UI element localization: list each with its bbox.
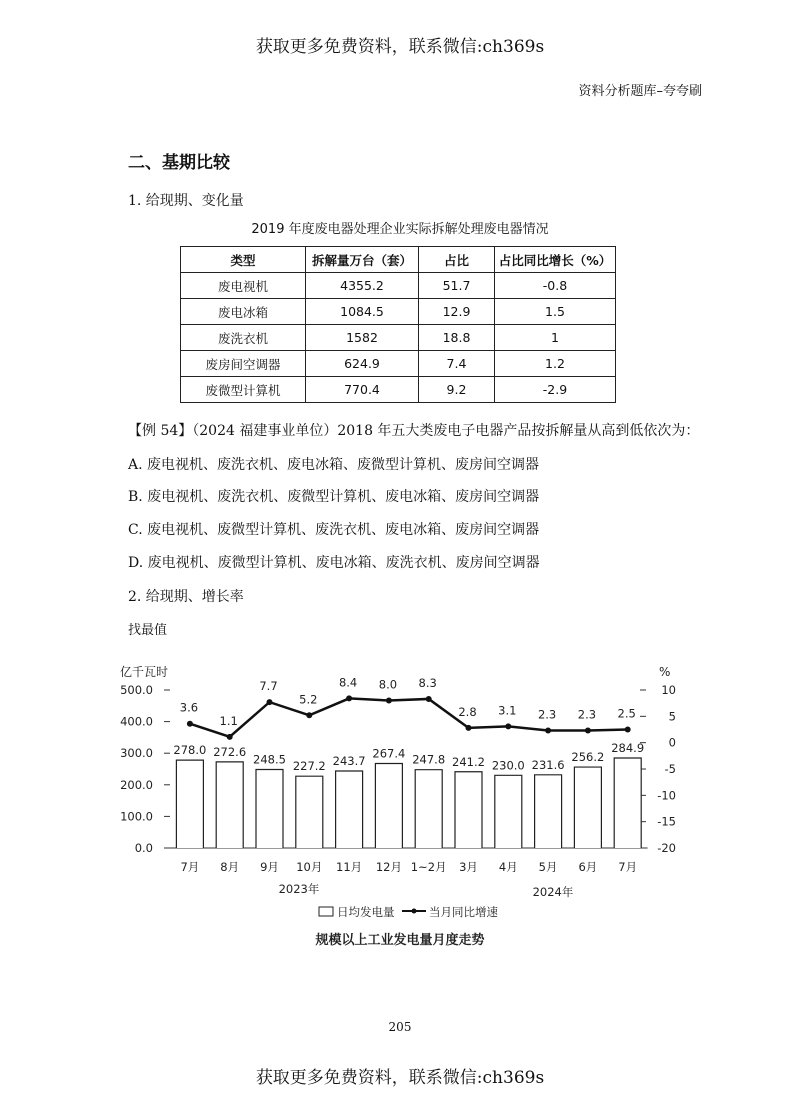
table-cell: 1 <box>495 325 616 351</box>
growth-point <box>267 699 273 705</box>
bar-data-label: 256.2 <box>571 750 605 765</box>
right-axis-unit: % <box>659 665 671 679</box>
table-cell: 废洗衣机 <box>181 325 306 351</box>
table-cell: 废电冰箱 <box>181 299 306 325</box>
right-axis-tick-label: -10 <box>657 788 676 803</box>
table-cell: 624.9 <box>306 351 419 377</box>
bar-data-label: 248.5 <box>253 752 286 767</box>
table-header-row <box>181 247 616 273</box>
table-cell: -2.9 <box>495 377 616 403</box>
bar <box>296 776 323 848</box>
option-a: A. 废电视机、废洗衣机、废电冰箱、废微型计算机、废房间空调器 <box>128 457 540 473</box>
bar <box>495 775 522 848</box>
bar <box>574 767 601 848</box>
table-cell: 7.4 <box>419 351 495 377</box>
bar <box>336 771 363 848</box>
growth-point <box>625 727 631 733</box>
table-header-cell: 类型 <box>181 247 306 273</box>
table-header-cell: 占比同比增长（%） <box>495 247 616 273</box>
x-tick-label: 6月 <box>578 860 598 874</box>
bar <box>256 769 283 848</box>
bar-data-label: 241.2 <box>452 754 485 769</box>
right-axis-tick-label: -20 <box>657 841 676 855</box>
table-cell: 4355.2 <box>306 273 419 299</box>
right-axis-tick-label: 10 <box>661 683 676 697</box>
bar-data-label: 272.6 <box>213 744 247 759</box>
growth-point <box>386 698 392 704</box>
year-label: 2024年 <box>532 885 574 899</box>
growth-data-label: 1.1 <box>219 713 238 728</box>
table-cell: -0.8 <box>495 273 616 299</box>
table-cell: 770.4 <box>306 377 419 403</box>
table-row <box>181 377 616 403</box>
right-axis-tick-label: 5 <box>668 709 676 724</box>
bar-data-label: 243.7 <box>332 753 366 768</box>
right-axis-tick-label: 0 <box>668 735 676 750</box>
x-tick-label: 3月 <box>459 860 478 874</box>
option-d: D. 废电视机、废微型计算机、废电冰箱、废洗衣机、废房间空调器 <box>128 555 540 571</box>
growth-point <box>545 728 551 734</box>
option-b: B. 废电视机、废洗衣机、废微型计算机、废电冰箱、废房间空调器 <box>128 489 540 505</box>
bar <box>176 760 203 848</box>
growth-point <box>187 721 193 727</box>
x-tick-label: 12月 <box>375 860 402 874</box>
growth-data-label: 7.7 <box>259 679 278 694</box>
growth-data-label: 2.8 <box>458 704 477 719</box>
bar <box>535 775 562 848</box>
growth-data-label: 2.5 <box>617 706 636 721</box>
power-generation-chart <box>0 640 800 950</box>
growth-line <box>190 698 628 736</box>
table-cell: 1582 <box>306 325 419 351</box>
left-axis-tick-label: 400.0 <box>120 714 153 729</box>
growth-point <box>426 696 432 702</box>
x-tick-label: 9月 <box>260 860 279 874</box>
left-axis-tick-label: 200.0 <box>120 777 153 792</box>
table-row <box>181 325 616 351</box>
right-axis-tick-label: -5 <box>664 762 676 776</box>
year-label: 2023年 <box>278 882 320 896</box>
table-cell: 18.8 <box>419 325 495 351</box>
x-tick-label: 1~2月 <box>410 860 447 874</box>
bar <box>455 772 482 848</box>
x-tick-label: 8月 <box>220 860 240 874</box>
growth-data-label: 3.6 <box>179 700 199 715</box>
bar <box>375 764 402 848</box>
growth-data-label: 8.4 <box>338 675 358 690</box>
table-row <box>181 299 616 325</box>
left-axis-tick-label: 500.0 <box>120 683 153 697</box>
subsection-2-note: 找最值 <box>128 623 168 638</box>
growth-data-label: 3.1 <box>498 703 517 718</box>
growth-point <box>306 712 312 718</box>
table-row <box>181 273 616 299</box>
table-cell: 1.5 <box>495 299 616 325</box>
growth-point <box>505 723 511 729</box>
subsection-2-title: 2. 给现期、增长率 <box>128 589 244 605</box>
bar <box>216 762 243 848</box>
left-axis-tick-label: 0.0 <box>134 841 153 855</box>
legend-line-label: 当月同比增速 <box>429 905 498 919</box>
table-header-cell: 占比 <box>419 247 495 273</box>
option-c: C. 废电视机、废微型计算机、废洗衣机、废电冰箱、废房间空调器 <box>128 522 540 538</box>
table-cell: 废微型计算机 <box>181 377 306 403</box>
table-header-cell: 拆解量万台（套） <box>306 247 419 273</box>
table-cell: 1.2 <box>495 351 616 377</box>
table-cell: 12.9 <box>419 299 495 325</box>
right-axis-tick-label: -15 <box>657 814 676 829</box>
header-right-label: 资料分析题库–夸夸刷 <box>578 84 702 99</box>
growth-point <box>227 734 233 740</box>
growth-data-label: 8.3 <box>418 675 437 690</box>
table-row <box>181 351 616 377</box>
table-cell: 废电视机 <box>181 273 306 299</box>
growth-point <box>346 695 352 701</box>
header-promo: 获取更多免费资料，联系微信:ch369s <box>255 37 545 57</box>
left-axis-tick-label: 100.0 <box>120 809 153 824</box>
growth-data-label: 8.0 <box>378 677 398 692</box>
x-tick-label: 7月 <box>618 860 638 874</box>
legend-bar-label: 日均发电量 <box>337 905 395 919</box>
x-tick-label: 7月 <box>180 860 200 874</box>
table-cell: 1084.5 <box>306 299 419 325</box>
growth-data-label: 2.3 <box>577 707 597 722</box>
x-tick-label: 11月 <box>336 860 363 874</box>
bar <box>415 770 442 848</box>
bar <box>614 758 641 848</box>
bar-data-label: 284.9 <box>611 740 645 755</box>
footer-promo: 获取更多免费资料，联系微信:ch369s <box>255 1068 545 1088</box>
table-cell: 9.2 <box>419 377 495 403</box>
left-axis-unit: 亿千瓦时 <box>120 665 169 679</box>
legend-line-marker <box>412 909 417 914</box>
bar-data-label: 278.0 <box>173 743 207 758</box>
x-tick-label: 5月 <box>538 860 558 874</box>
subsection-1-title: 1. 给现期、变化量 <box>128 193 244 209</box>
table-cell: 废房间空调器 <box>181 351 306 377</box>
chart-title: 规模以上工业发电量月度走势 <box>315 933 485 948</box>
x-tick-label: 4月 <box>498 860 518 874</box>
legend-bar-swatch <box>319 907 333 916</box>
page-number: 205 <box>388 1020 412 1034</box>
bar-data-label: 227.2 <box>292 759 326 774</box>
bar-data-label: 230.0 <box>491 758 525 773</box>
left-axis-tick-label: 300.0 <box>120 746 153 761</box>
bar-data-label: 247.8 <box>412 752 446 767</box>
bar-data-label: 231.6 <box>531 757 565 772</box>
growth-point <box>466 725 472 731</box>
table-cell: 51.7 <box>419 273 495 299</box>
growth-data-label: 5.2 <box>299 692 318 707</box>
x-tick-label: 10月 <box>296 860 323 874</box>
growth-data-label: 2.3 <box>537 707 557 722</box>
section-title: 二、基期比较 <box>128 153 230 173</box>
question-stem: 【例 54】（2024 福建事业单位）2018 年五大类废电子电器产品按拆解量从高到低依次为： <box>128 423 700 439</box>
disposal-table <box>180 246 616 403</box>
bar-data-label: 267.4 <box>372 746 406 761</box>
table-title: 2019 年度废电器处理企业实际拆解处理废电器情况 <box>251 222 549 237</box>
growth-point <box>585 728 591 734</box>
